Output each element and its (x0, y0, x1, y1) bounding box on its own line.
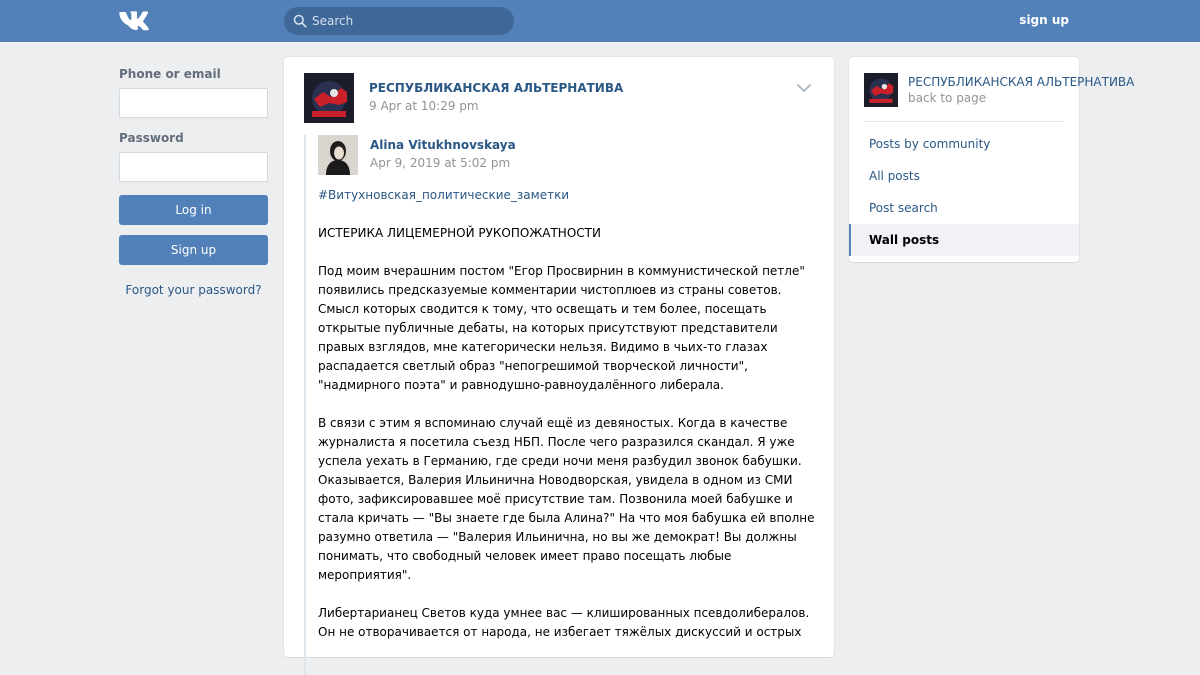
sidebar-avatar-image (864, 73, 898, 107)
search-icon (293, 14, 307, 28)
post-paragraph: Либертарианец Светов куда умнее вас — клишированных псевдолибералов. Он не отворачивается от народа, не избегает тяжёлых дискуссий и острых (318, 606, 810, 639)
password-label: Password (119, 131, 184, 145)
post-paragraph: ИСТЕРИКА ЛИЦЕМЕРНОЙ РУКОПОЖАТНОСТИ (318, 226, 601, 240)
post-author-link[interactable]: РЕСПУБЛИКАНСКАЯ АЛЬТЕРНАТИВА (369, 81, 624, 95)
sidebar-menu (849, 128, 1079, 256)
community-avatar[interactable] (304, 73, 354, 123)
login-button[interactable]: Log in (119, 195, 268, 225)
repost-block (304, 135, 814, 675)
menu-item-wall-posts[interactable]: Wall posts (849, 224, 1079, 256)
search-box[interactable] (284, 7, 514, 35)
post-text (318, 224, 818, 661)
password-input[interactable] (119, 152, 268, 182)
vk-logo-icon[interactable] (118, 9, 154, 31)
hashtag-link[interactable]: #Витухновская_политические_заметки (318, 188, 570, 202)
phone-email-input[interactable] (119, 88, 268, 118)
header-signup-link[interactable]: sign up (1019, 13, 1069, 27)
chevron-down-icon[interactable] (796, 83, 812, 93)
post-paragraph: В связи с этим я вспоминаю случай ещё из девяностых. Когда в качестве журналиста я посетила съезд НБП. После чего разразился скандал. Я уже успела уехать в Германию, где среди ночи меня разбудил звонок бабушки. Оказывается, Валерия Ильинична Новодворская, увидела в одном из СМИ фото, зафиксировавшее моё присутствие там. Позвонила моей бабушке и стала кричать — "Вы знаете где была Алина?" На что моя бабушка ей вполне разумно ответила — "Валерия Ильинична, но вы же демократ! Вы должны понимать, что свободный человек имеет право посещать любые мероприятия". (318, 416, 815, 582)
post-date[interactable]: 9 Apr at 10:29 pm (369, 99, 479, 113)
community-sidebar (849, 57, 1135, 262)
forgot-password-link[interactable]: Forgot your password? (125, 283, 262, 297)
phone-label: Phone or email (119, 67, 221, 81)
sidebar-community-avatar[interactable] (864, 73, 898, 107)
signup-button[interactable]: Sign up (119, 235, 268, 265)
menu-item-all-posts[interactable]: All posts (869, 169, 920, 183)
wall-post (284, 57, 834, 657)
repost-author-link[interactable]: Alina Vitukhnovskaya (370, 138, 516, 152)
sidebar-community-title[interactable]: РЕСПУБЛИКАНСКАЯ АЛЬТЕРНАТИВА (908, 75, 1135, 89)
repost-date[interactable]: Apr 9, 2019 at 5:02 pm (370, 156, 511, 170)
menu-item-posts-by-community[interactable]: Posts by community (869, 137, 991, 151)
user-avatar-image (318, 135, 358, 175)
menu-item-post-search[interactable]: Post search (869, 201, 938, 215)
community-avatar-image (304, 73, 354, 123)
search-input[interactable] (312, 7, 508, 35)
login-form (119, 67, 268, 297)
top-header (0, 0, 1200, 42)
sidebar-divider (864, 121, 1064, 122)
post-paragraph: Под моим вчерашним постом "Егор Просвирнин в коммунистической петле" появились предсказуемые комментарии чистоплюев из страны советов. Смысл которых сводится к тому, что освещать и тем более, посещать открытые публичные дебаты, на которых присутствуют представители правых взглядов, мне категорически нельзя. Видимо в чьих-то глазах распадается светлый образ "непогрешимой творческой личности", "надмирного поэта" и равнодушно-равноудалённого либерала. (318, 264, 805, 392)
back-to-page-link[interactable]: back to page (908, 91, 987, 105)
user-avatar[interactable] (318, 135, 358, 175)
